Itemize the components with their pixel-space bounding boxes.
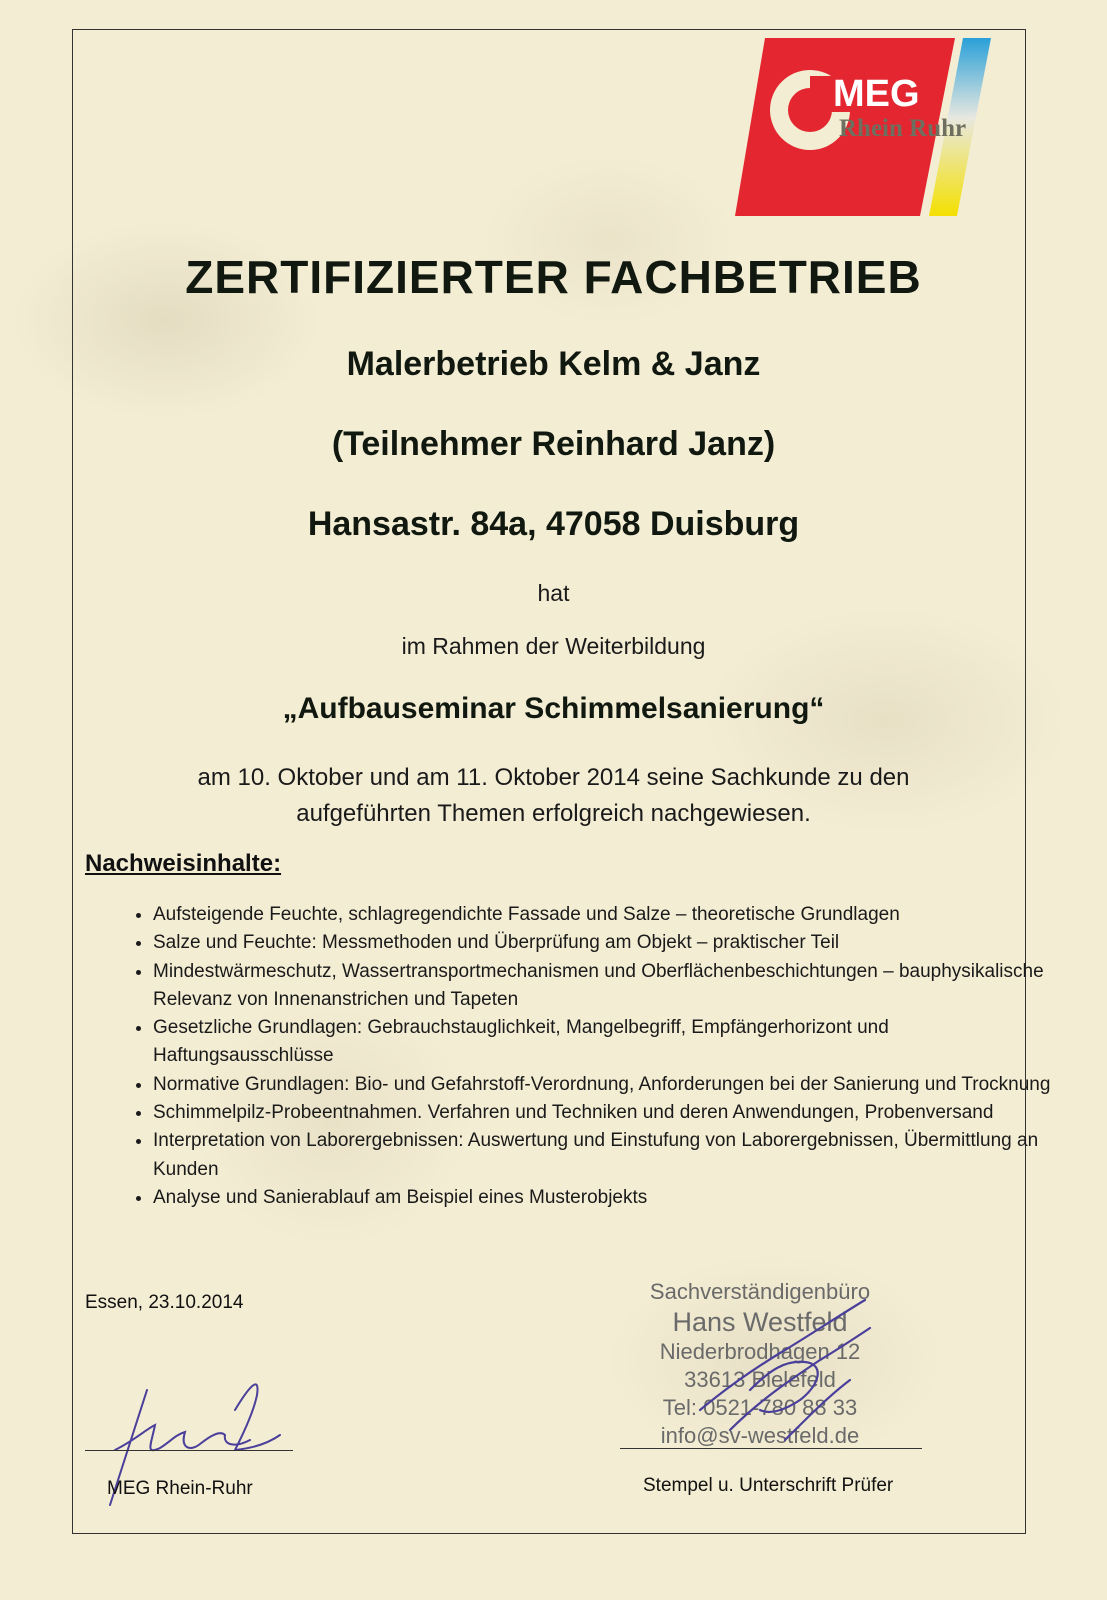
stamp-line: info@sv-westfeld.de	[660, 1423, 860, 1448]
signature-line-left	[85, 1450, 293, 1451]
dates-line-1: am 10. Oktober und am 11. Oktober 2014 seine Sachkunde zu den	[197, 764, 910, 791]
list-item: • Interpretation von Laborergebnissen: Auswertung und Einstufung von Laborergebnissen, Übermittlung an Kunden	[153, 1127, 1053, 1184]
stamp-line: Niederbrodhagen 12	[659, 1339, 861, 1364]
participant-name: (Teilnehmer Reinhard Janz)	[331, 425, 776, 463]
list-item: • Normative Grundlagen: Bio- und Gefahrstoff-Verordnung, Anforderungen bei der Sanierung und Trocknung	[153, 1071, 1053, 1099]
text-rahmen: im Rahmen der Weiterbildung	[401, 633, 706, 659]
dates-statement	[0, 760, 1107, 832]
stamp-line: 33613 Bielefeld	[684, 1367, 836, 1392]
list-item: • Salze und Feuchte: Messmethoden und Überprüfung am Objekt – praktischer Teil	[153, 929, 1053, 957]
certificate-title: ZERTIFIZIERTER FACHBETRIEB	[185, 251, 922, 303]
signature-right	[690, 1290, 890, 1450]
stamp-line: Hans Westfeld	[672, 1307, 848, 1337]
list-item: • Analyse und Sanierablauf am Beispiel eines Musterobjekts	[153, 1184, 1053, 1212]
stamp-line: Tel: 0521-780 88 33	[662, 1395, 858, 1420]
text-hat: hat	[537, 580, 570, 606]
logo-text-rhein-ruhr: Rhein Ruhr	[839, 115, 967, 142]
nachweis-heading: Nachweisinhalte:	[85, 850, 282, 877]
list-item: • Mindestwärmeschutz, Wassertransportmechanismen und Oberflächenbeschichtungen – bauphysikalische Relevanz von Innenanstrichen und Tapeten	[153, 958, 1053, 1015]
seminar-title: „Aufbauseminar Schimmelsanierung“	[282, 692, 825, 725]
company-address: Hansastr. 84a, 47058 Duisburg	[307, 505, 800, 543]
stamp-line: Sachverständigenbüro	[649, 1279, 871, 1304]
signature-label-right: Stempel u. Unterschrift Prüfer	[643, 1475, 894, 1496]
company-name: Malerbetrieb Kelm & Janz	[346, 345, 761, 383]
dates-line-2: aufgeführten Themen erfolgreich nachgewiesen.	[296, 800, 811, 827]
signature-label-left: MEG Rhein-Ruhr	[107, 1478, 253, 1499]
logo-text-meg: MEG	[833, 73, 920, 115]
list-item: • Aufsteigende Feuchte, schlagregendichte Fassade und Salze – theoretische Grundlagen	[153, 901, 1053, 929]
signature-line-right	[620, 1448, 922, 1449]
list-item: • Schimmelpilz-Probeentnahmen. Verfahren und Techniken und deren Anwendungen, Probenversand	[153, 1099, 1053, 1127]
place-date: Essen, 23.10.2014	[85, 1292, 244, 1313]
nachweis-list	[110, 901, 1053, 1212]
list-item: • Gesetzliche Grundlagen: Gebrauchstauglichkeit, Mangelbegriff, Empfängerhorizont und Haftungsausschlüsse	[153, 1014, 1053, 1071]
meg-logo	[735, 38, 1005, 218]
